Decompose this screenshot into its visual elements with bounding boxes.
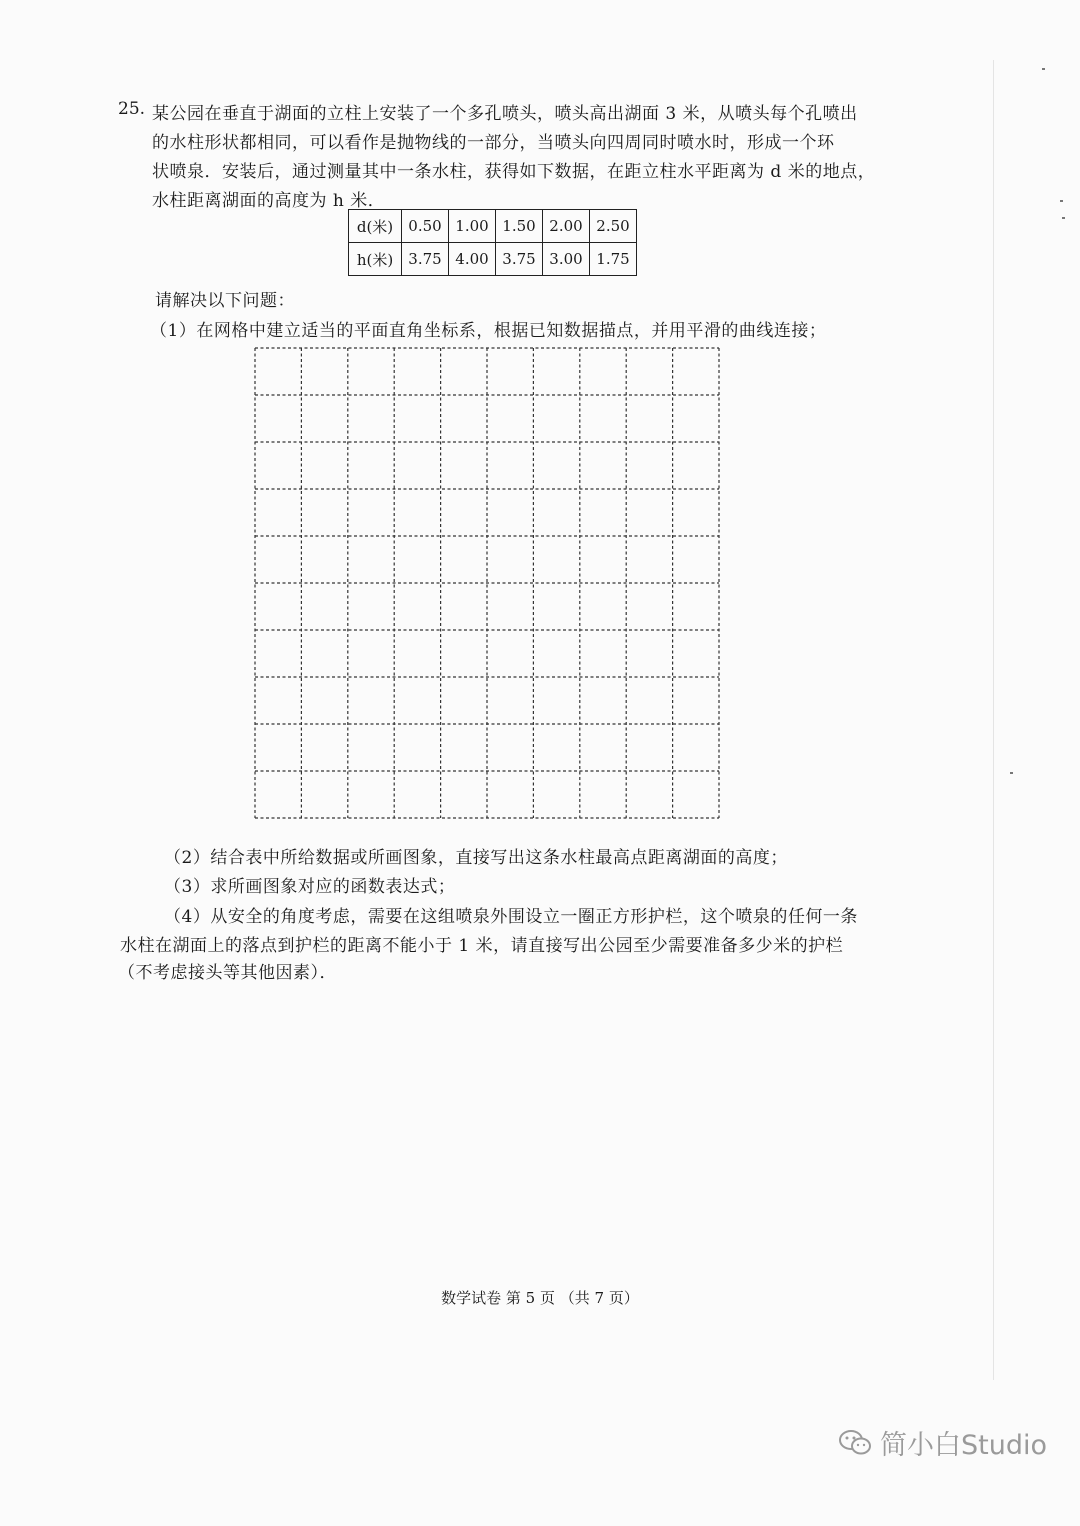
table-cell: 1.00	[449, 210, 496, 243]
table-label-d: d(米)	[349, 210, 402, 243]
question-line-2: 的水柱形状都相同，可以看作是抛物线的一部分，当喷头向四周同时喷水时，形成一个环	[152, 133, 835, 153]
table-cell: 2.00	[543, 210, 590, 243]
question-line-3: 状喷泉．安装后，通过测量其中一条水柱，获得如下数据，在距立柱水平距离为 d 米的地点，	[152, 162, 876, 182]
table-label-h: h(米)	[349, 243, 402, 276]
watermark	[838, 1423, 1047, 1462]
wechat-icon	[838, 1429, 872, 1457]
table-cell: 3.75	[402, 243, 449, 276]
table-cell: 2.50	[590, 210, 637, 243]
table-cell: 3.75	[496, 243, 543, 276]
table-cell: 1.75	[590, 243, 637, 276]
part-4-line-1: （4）从安全的角度考虑，需要在这组喷泉外围设立一圈正方形护栏，这个喷泉的任何一条	[164, 907, 858, 927]
table-cell: 3.00	[543, 243, 590, 276]
grid-svg	[254, 347, 720, 819]
part-1-text: （1）在网格中建立适当的平面直角坐标系，根据已知数据描点，并用平滑的曲线连接；	[150, 321, 827, 341]
scan-speck	[1042, 68, 1045, 70]
question-line-4: 水柱距离湖面的高度为 h 米．	[152, 191, 386, 211]
page-footer: 数学试卷 第 5 页 （共 7 页）	[441, 1289, 639, 1307]
prompt-text: 请解决以下问题：	[155, 291, 295, 311]
table-row-h	[349, 243, 637, 276]
table-cell: 4.00	[449, 243, 496, 276]
watermark-text: 简小白Studio	[880, 1430, 1047, 1461]
question-number: 25.	[118, 99, 146, 119]
answer-grid[interactable]	[254, 347, 720, 823]
table-row-d	[349, 210, 637, 243]
table-cell: 0.50	[402, 210, 449, 243]
part-4-line-3: （不考虑接头等其他因素）．	[118, 963, 337, 983]
data-table	[348, 209, 637, 276]
part-2-text: （2）结合表中所给数据或所画图象，直接写出这条水柱最高点距离湖面的高度；	[164, 848, 788, 868]
scan-speck	[1010, 772, 1013, 774]
scan-speck	[1062, 217, 1065, 219]
part-4-line-2: 水柱在湖面上的落点到护栏的距离不能小于 1 米，请直接写出公园至少需要准备多少米的护栏	[120, 936, 844, 956]
part-3-text: （3）求所画图象对应的函数表达式；	[164, 877, 456, 897]
question-line-1: 某公园在垂直于湖面的立柱上安装了一个多孔喷头，喷头高出湖面 3 米，从喷头每个孔喷出	[152, 104, 858, 124]
table-cell: 1.50	[496, 210, 543, 243]
scan-speck	[1060, 200, 1063, 202]
scan-edge-line	[993, 60, 994, 1380]
